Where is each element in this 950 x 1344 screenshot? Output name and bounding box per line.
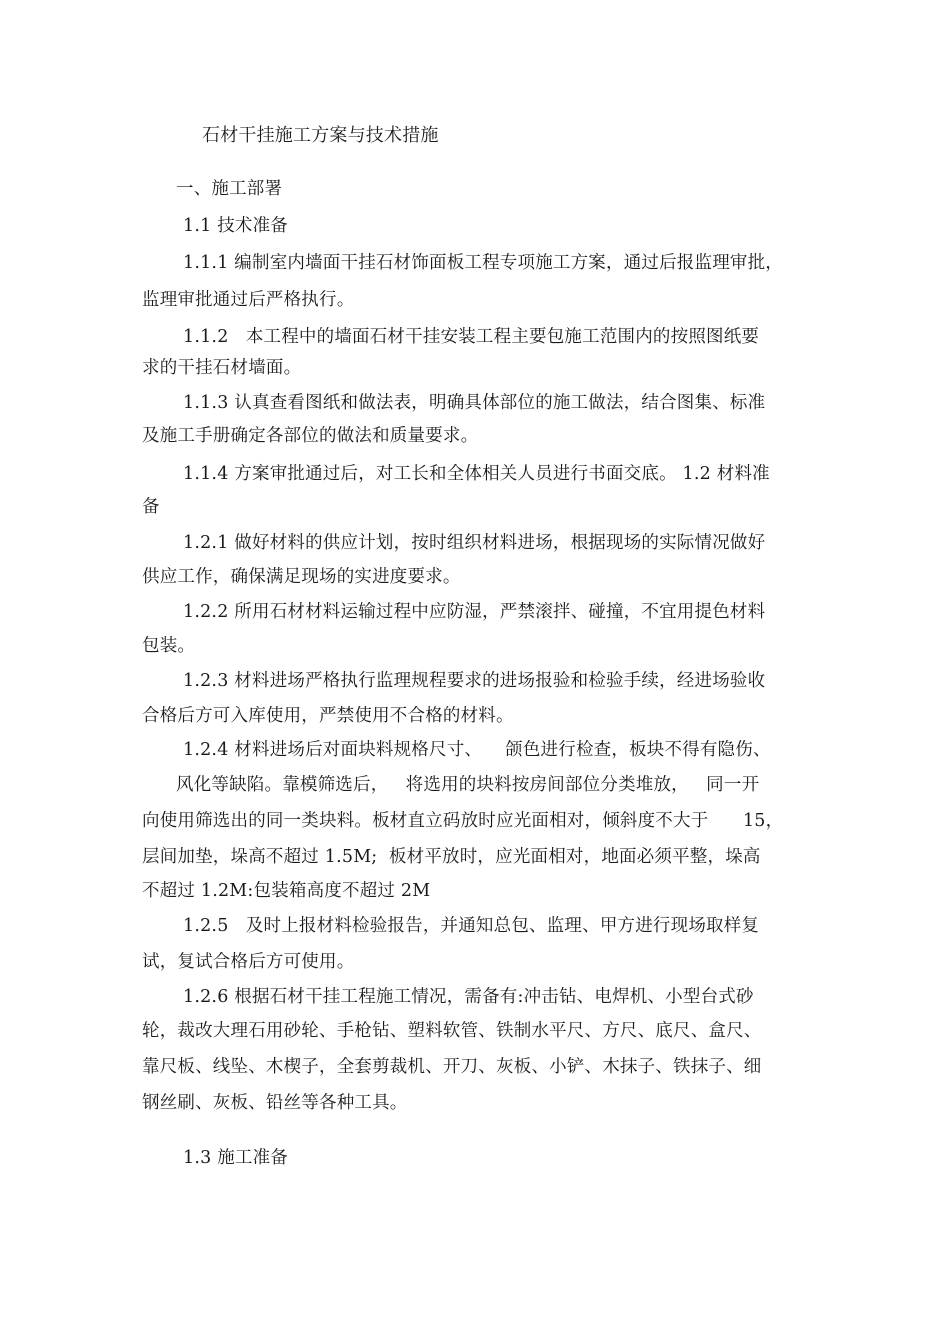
paragraph-line: 1.2.4 材料进场后对面块料规格尺寸、 颌色进行检查，板块不得有隐伤、 (183, 740, 771, 760)
paragraph-line: 钢丝刷、灰板、铅丝等各种工具。 (142, 1093, 408, 1113)
document-title: 石材干挂施工方案与技术措施 (202, 125, 439, 146)
paragraph-line: 1.2.6 根据石材干挂工程施工情况，需备有:冲击钻、电焊机、小型台式砂 (183, 987, 754, 1007)
paragraph-line: 1.2.2 所用石材材料运输过程中应防湿，严禁滚拌、碰撞，不宜用提色材料 (183, 602, 766, 622)
paragraph-line: 层间加垫，垛高不超过 1.5M; 板材平放时，应光面相对，地面必须平整，垛高 (142, 847, 761, 867)
paragraph-line: 及施工手册确定各部位的做法和质量要求。 (142, 426, 479, 446)
paragraph-line: 监理审批通过后严格执行。 (142, 290, 355, 310)
paragraph-line: 1.1.1 编制室内墙面干挂石材饰面板工程专项施工方案，通过后报监理审批， (183, 253, 783, 273)
paragraph-line: 合格后方可入库使用，严禁使用不合格的材料。 (142, 706, 514, 726)
paragraph-line: 1.1.3 认真查看图纸和做法表，明确具体部位的施工做法，结合图集、标准 (183, 393, 766, 413)
paragraph-line: 1.2.1 做好材料的供应计划，按时组织材料进场，根据现场的实际情况做好 (183, 533, 766, 553)
paragraph-line: 向使用筛选出的同一类块料。板材直立码放时应光面相对，倾斜度不大于 15， (142, 811, 784, 831)
paragraph-line: 供应工作，确保满足现场的实进度要求。 (142, 567, 461, 587)
paragraph-line: 求的干挂石材墙面。 (142, 358, 302, 378)
paragraph-line: 风化等缺陷。靠模筛选后， 将选用的块料按房间部位分类堆放， 同一开 (176, 775, 760, 795)
paragraph-line: 1.2.3 材料进场严格执行监理规程要求的进场报验和检验手续，经进场验收 (183, 671, 766, 691)
paragraph-line: 备 (142, 497, 160, 517)
subsection-heading-technical-preparation: 1.1 技术准备 (183, 216, 288, 236)
paragraph-line: 1.1.2 本工程中的墙面石材干挂安装工程主要包施工范围内的按照图纸要 (183, 327, 760, 347)
paragraph-line: 包装。 (142, 636, 196, 656)
section-heading-construction-deployment: 一、施工部署 (176, 179, 283, 199)
paragraph-line: 试，复试合格后方可使用。 (142, 952, 355, 972)
paragraph-line: 1.2.5 及时上报材料检验报告，并通知总包、监理、甲方进行现场取样复 (183, 916, 760, 936)
paragraph-line: 轮，裁改大理石用砂轮、手枪钻、塑料软管、铁制水平尺、方尺、底尺、盒尺、 (142, 1021, 762, 1041)
paragraph-line: 不超过 1.2M:包装箱高度不超过 2M (142, 881, 431, 901)
paragraph-line: 靠尺板、线坠、木楔子，全套剪裁机、开刀、灰板、小铲、木抹子、铁抹子、细 (142, 1057, 762, 1077)
subsection-heading-construction-preparation: 1.3 施工准备 (183, 1148, 288, 1168)
paragraph-line: 1.1.4 方案审批通过后，对工长和全体相关人员进行书面交底。 1.2 材料准 (183, 464, 770, 484)
